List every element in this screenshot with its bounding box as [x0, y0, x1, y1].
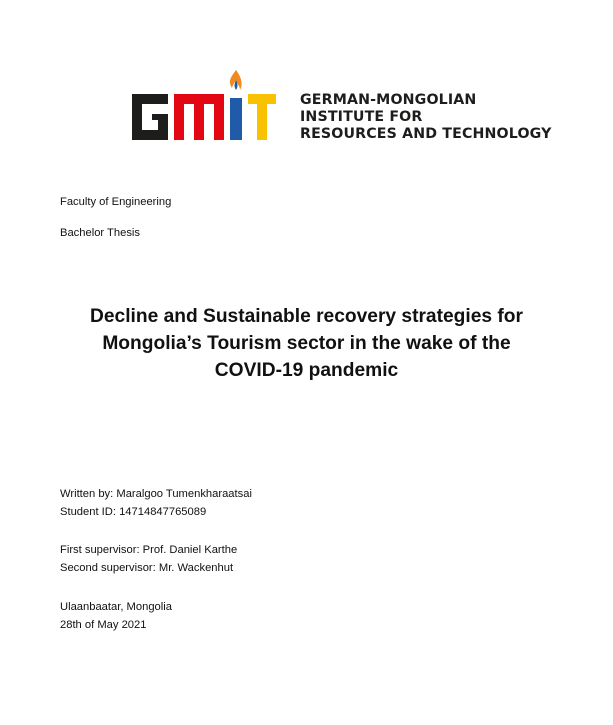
- institute-name-line3: RESOURCES AND TECHNOLOGY: [300, 126, 552, 142]
- document-type-label: Bachelor Thesis: [60, 227, 141, 239]
- thesis-title-line2: Mongolia’s Tourism sector in the wake of the: [102, 333, 511, 354]
- thesis-title: [40, 303, 573, 384]
- second-supervisor: Second supervisor: Mr. Wackenhut: [60, 562, 234, 574]
- institute-name: [300, 92, 552, 143]
- student-id: Student ID: 14714847765089: [60, 506, 207, 518]
- institute-name-line1: GERMAN-MONGOLIAN: [300, 92, 477, 108]
- place: Ulaanbaatar, Mongolia: [60, 601, 172, 613]
- author-name: Written by: Maralgoo Tumenkharaatsai: [60, 488, 252, 500]
- gmit-logo: [130, 68, 552, 144]
- place-date-block: [60, 598, 172, 634]
- supervisors-block: [60, 541, 237, 577]
- faculty-label: Faculty of Engineering: [60, 196, 172, 208]
- thesis-title-line1: Decline and Sustainable recovery strategies for: [90, 306, 523, 327]
- logo-letter-t: [248, 94, 276, 140]
- logo-letter-m: [174, 94, 224, 140]
- institute-name-line2: INSTITUTE FOR: [300, 109, 423, 125]
- date: 28th of May 2021: [60, 619, 147, 631]
- thesis-title-line3: COVID-19 pandemic: [214, 360, 399, 381]
- first-supervisor: First supervisor: Prof. Daniel Karthe: [60, 544, 238, 556]
- logo-letter-g: [132, 94, 168, 140]
- gmit-logo-mark: [130, 68, 276, 144]
- author-block: [60, 485, 252, 521]
- logo-letter-i: [230, 98, 242, 140]
